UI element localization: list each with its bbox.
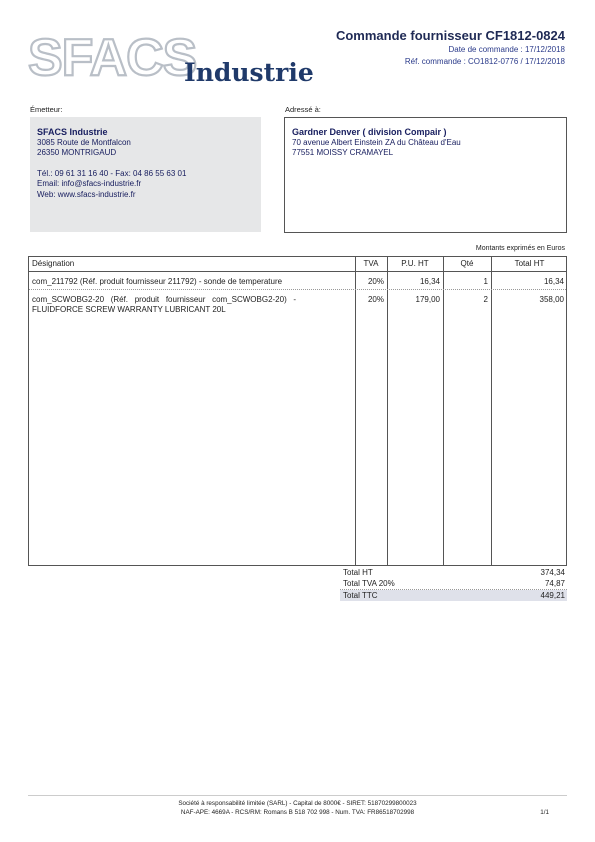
row-total: 358,00 bbox=[539, 295, 564, 304]
recipient-block bbox=[284, 117, 567, 233]
row-total: 16,34 bbox=[543, 277, 564, 286]
sender-address2: 26350 MONTRIGAUD bbox=[37, 148, 117, 157]
header-divider bbox=[29, 271, 566, 272]
sender-block bbox=[30, 117, 261, 232]
row-tva: 20% bbox=[367, 295, 384, 304]
recipient-address1: 70 avenue Albert Einstein ZA du Château d'Eau bbox=[292, 137, 461, 147]
header-qty: Qté bbox=[460, 259, 474, 268]
total-tva-value: 74,87 bbox=[544, 579, 565, 588]
recipient-address2: 77551 MOISSY CRAMAYEL bbox=[292, 148, 394, 157]
row-pu: 16,34 bbox=[419, 277, 440, 286]
sender-email: Email: info@sfacs-industrie.fr bbox=[37, 179, 142, 188]
row-divider bbox=[29, 289, 566, 290]
total-ttc-label: Total TTC bbox=[343, 591, 378, 600]
currency-note: Montants exprimés en Euros bbox=[475, 245, 565, 252]
row-designation-line2: FLUIDFORCE SCREW WARRANTY LUBRICANT 20L bbox=[32, 305, 226, 314]
order-date: Date de commande : 17/12/2018 bbox=[448, 45, 565, 54]
sender-address1: 3085 Route de Montfalcon bbox=[37, 137, 131, 147]
row-designation: com_211792 (Réf. produit fournisseur 211792) - sonde de temperature bbox=[32, 277, 283, 286]
header-total: Total HT bbox=[514, 259, 545, 268]
recipient-label: Adressé à: bbox=[285, 105, 321, 114]
logo-sub: Industrie bbox=[184, 58, 314, 87]
row-qty: 1 bbox=[483, 277, 488, 286]
header-designation: Désignation bbox=[32, 259, 75, 268]
sender-name: SFACS Industrie bbox=[37, 127, 108, 137]
row-qty: 2 bbox=[483, 295, 488, 304]
row-pu: 179,00 bbox=[415, 295, 440, 304]
order-reference: Réf. commande : CO1812-0776 / 17/12/2018 bbox=[404, 57, 565, 66]
logo-brand: SFACS bbox=[28, 29, 197, 87]
page-number: 1/1 bbox=[540, 809, 549, 816]
sender-web: Web: www.sfacs-industrie.fr bbox=[37, 189, 136, 199]
footer-divider bbox=[28, 795, 567, 796]
sender-label: Émetteur: bbox=[30, 105, 63, 114]
header-pu: P.U. HT bbox=[401, 259, 429, 268]
total-ttc-value: 449,21 bbox=[540, 591, 565, 600]
sender-phone: Tél.: 09 61 31 16 40 - Fax: 04 86 55 63 01 bbox=[37, 168, 187, 178]
document-title: Commande fournisseur CF1812-0824 bbox=[335, 28, 565, 43]
footer-legal-line1: Société à responsabilité limitée (SARL) - Capital de 8000€ - SIRET: 51870299800023 bbox=[178, 800, 417, 807]
footer-legal-line2: NAF-APE: 4669A - RCS/RM: Romans B 518 702 998 - Num. TVA: FR86518702998 bbox=[180, 809, 415, 816]
items-table bbox=[28, 256, 567, 566]
total-ht-value: 374,34 bbox=[540, 568, 565, 577]
total-ht-label: Total HT bbox=[343, 568, 373, 577]
recipient-name: Gardner Denver ( division Compair ) bbox=[292, 127, 447, 137]
row-designation-line1: com_SCWOBG2-20 (Réf. produit fournisseur com_SCWOBG2-20) - bbox=[32, 295, 297, 304]
header-tva: TVA bbox=[363, 259, 379, 268]
total-tva-label: Total TVA 20% bbox=[343, 579, 395, 588]
company-logo bbox=[28, 30, 313, 90]
row-tva: 20% bbox=[367, 277, 384, 286]
